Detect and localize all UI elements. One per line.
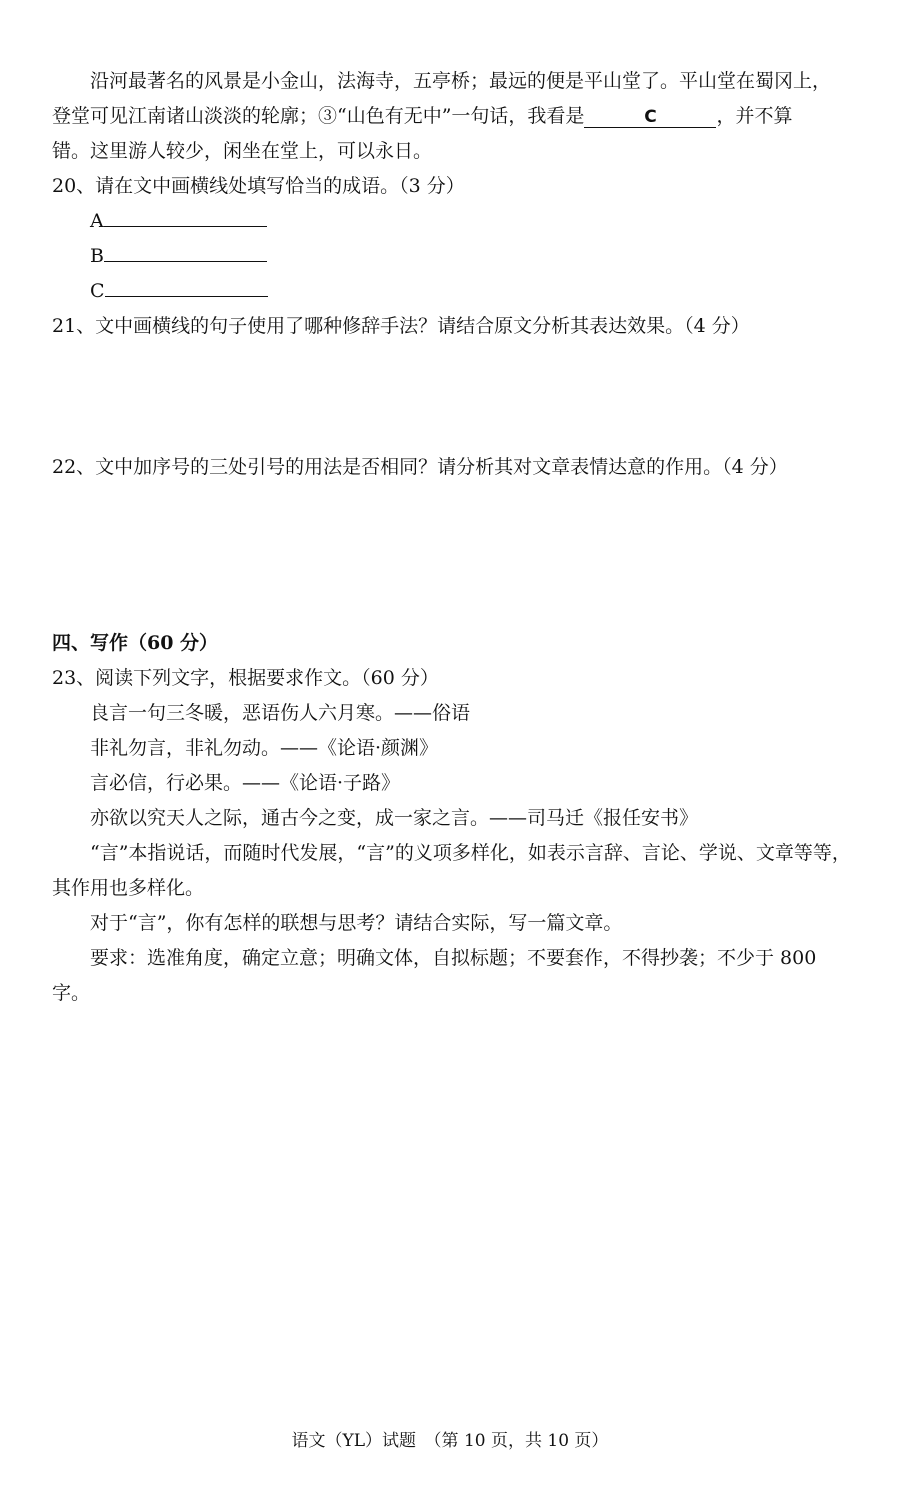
answer-label-b: B (90, 245, 104, 267)
quote-4: 亦欲以究天人之际，通古今之变，成一家之言。——司马迁《报任安书》 (90, 807, 699, 829)
quote-3: 言必信，行必果。——《论语·子路》 (90, 772, 401, 794)
answer-row-a (52, 204, 852, 239)
requirements-paragraph: 要求：选准角度，确定立意；明确文体，自拟标题；不要套作，不得抄袭；不少于 800 字。 (52, 947, 817, 1004)
answer-space-21[interactable] (52, 344, 852, 450)
answer-line-c[interactable] (105, 274, 268, 297)
exam-page (52, 64, 852, 1011)
answer-label-c: C (90, 280, 105, 302)
passage-line-2 (52, 99, 852, 134)
section-heading-writing: 四、写作（60 分） (52, 632, 219, 654)
answer-row-b (52, 239, 852, 274)
question-21: 21、文中画横线的句子使用了哪种修辞手法？请结合原文分析其表达效果。（4 分） (52, 315, 750, 337)
passage-line-1: 沿河最著名的风景是小金山，法海寺，五亭桥；最远的便是平山堂了。平山堂在蜀冈上， (90, 70, 832, 92)
passage-line-3: 错。这里游人较少，闲坐在堂上，可以永日。 (52, 140, 433, 162)
answer-label-a: A (90, 210, 104, 232)
quote-1: 良言一句三冬暖，恶语伤人六月寒。——俗语 (90, 702, 471, 724)
page-footer: 语文（YL）试题 （第 10 页，共 10 页） (291, 1431, 609, 1451)
answer-space-22[interactable] (52, 485, 852, 626)
blank-c-answer: C (584, 107, 716, 128)
question-22: 22、文中加序号的三处引号的用法是否相同？请分析其对文章表情达意的作用。（4 分） (52, 456, 788, 478)
passage-line-2-start: 登堂可见江南诸山淡淡的轮廓；③“山色有无中”一句话，我看是 (52, 105, 585, 127)
answer-row-c (52, 274, 852, 309)
question-20: 20、请在文中画横线处填写恰当的成语。（3 分） (52, 175, 465, 197)
quote-2: 非礼勿言，非礼勿动。——《论语·颜渊》 (90, 737, 439, 759)
passage-line-2-end: ，并不算 (716, 105, 793, 127)
prompt-paragraph-1: “言”本指说话，而随时代发展，“言”的义项多样化，如表示言辞、言论、学说、文章等等，其作用也多样化。 (52, 842, 851, 899)
answer-line-b[interactable] (104, 239, 267, 262)
answer-line-a[interactable] (104, 204, 267, 227)
question-23: 23、阅读下列文字，根据要求作文。（60 分） (52, 667, 439, 689)
prompt-paragraph-2: 对于“言”，你有怎样的联想与思考？请结合实际，写一篇文章。 (90, 912, 623, 934)
